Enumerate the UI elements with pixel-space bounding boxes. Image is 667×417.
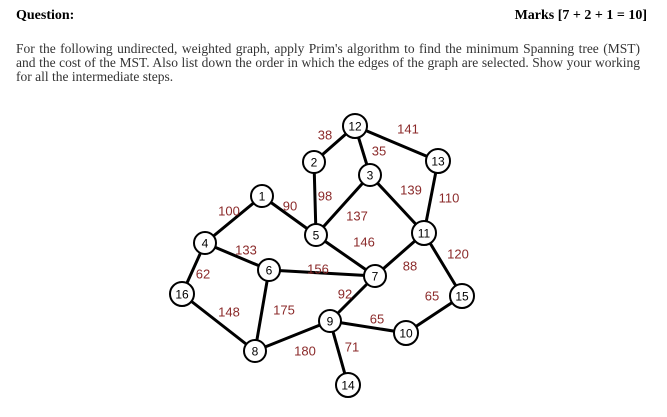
edge-weight-7-11: 88 xyxy=(402,258,418,274)
node-label: 6 xyxy=(265,263,273,278)
edge-weight-6-8: 175 xyxy=(273,302,295,318)
node-label: 13 xyxy=(431,154,445,169)
graph-node-6 xyxy=(258,259,280,281)
edge-weight-6-7: 156 xyxy=(307,261,329,277)
edge-weight-7-9: 92 xyxy=(337,286,353,302)
edge-weight-2-12: 38 xyxy=(317,127,333,143)
question-text: For the following undirected, weighted graph, apply Prim's algorithm to find the minimum Spanning tree (MST) and the cost of the MST. Also list down the order in which the edges of the graph are selected. Show your working for all the intermediate steps. xyxy=(16,41,640,84)
graph-node-3 xyxy=(359,164,381,186)
node-label: 5 xyxy=(312,228,320,243)
node-label: 10 xyxy=(399,326,413,341)
graph-node-10 xyxy=(394,321,418,345)
edge-weight-11-15: 120 xyxy=(447,246,469,262)
graph-node-13 xyxy=(426,149,450,173)
edge-3-5 xyxy=(316,175,370,235)
graph-node-11 xyxy=(412,221,436,245)
node-label: 16 xyxy=(175,287,189,302)
edge-weight-12-13: 141 xyxy=(397,121,419,137)
graph-node-14 xyxy=(336,373,360,397)
marks-label: Marks [7 + 2 + 1 = 10] xyxy=(514,8,647,23)
edge-weight-5-7: 146 xyxy=(353,234,375,250)
edge-weight-1-4: 100 xyxy=(218,203,240,219)
graph-node-15 xyxy=(450,284,474,308)
node-label: 9 xyxy=(326,314,334,329)
graph-node-8 xyxy=(244,340,266,362)
node-label: 7 xyxy=(371,269,379,284)
edge-6-8 xyxy=(255,270,269,351)
edge-weight-4-6: 133 xyxy=(235,242,257,258)
node-label: 3 xyxy=(366,168,374,183)
edge-weight-10-15: 65 xyxy=(424,288,440,304)
edge-weight-1-5: 90 xyxy=(282,198,298,214)
edge-weight-4-16: 62 xyxy=(195,266,211,282)
graph-node-1 xyxy=(251,185,273,207)
edge-weight-3-11: 139 xyxy=(400,182,422,198)
node-label: 2 xyxy=(310,155,318,170)
graph-node-7 xyxy=(364,265,386,287)
graph-node-4 xyxy=(194,232,216,254)
edge-weight-3-5: 137 xyxy=(346,208,368,224)
graph-node-2 xyxy=(303,151,325,173)
edge-weight-12-3: 35 xyxy=(371,143,387,159)
question-heading: Question: xyxy=(16,8,75,23)
edge-8-9 xyxy=(255,321,330,351)
graph-node-12 xyxy=(343,114,367,138)
edge-16-8 xyxy=(182,294,255,351)
node-label: 14 xyxy=(341,378,355,393)
node-label: 4 xyxy=(201,236,209,251)
edge-weight-2-5: 98 xyxy=(317,188,333,204)
node-label: 1 xyxy=(258,189,266,204)
graph-node-9 xyxy=(319,310,341,332)
node-label: 11 xyxy=(417,226,431,241)
graph-node-5 xyxy=(305,224,327,246)
edge-weight-13-11: 110 xyxy=(438,190,460,206)
node-label: 12 xyxy=(348,119,362,134)
node-label: 8 xyxy=(251,344,259,359)
graph-node-16 xyxy=(170,282,194,306)
edge-weight-16-8: 148 xyxy=(218,304,240,320)
edge-weight-8-9: 180 xyxy=(294,343,316,359)
edge-weight-9-10: 65 xyxy=(369,311,385,327)
node-label: 15 xyxy=(455,289,469,304)
edge-weight-9-14: 71 xyxy=(344,339,360,355)
